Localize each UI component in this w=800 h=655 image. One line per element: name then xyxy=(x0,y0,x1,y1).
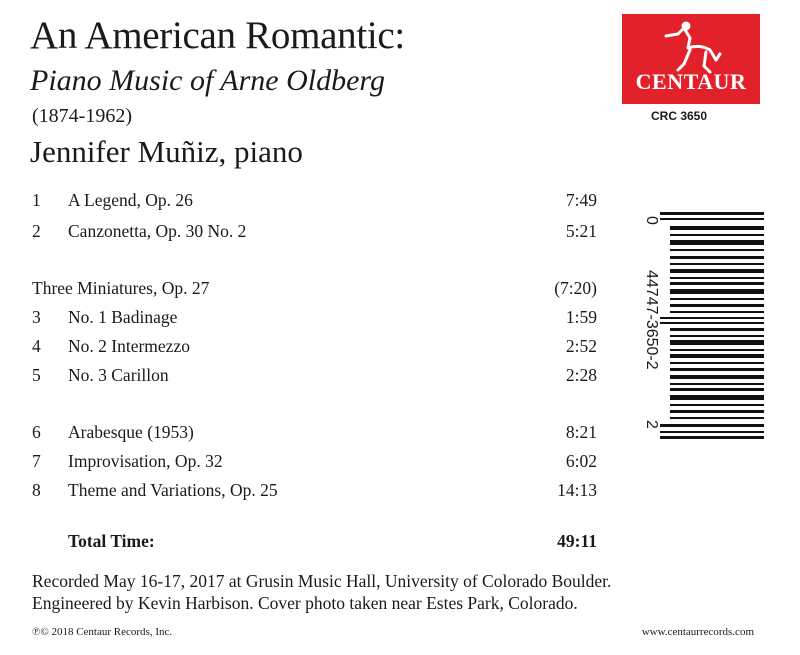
track-row xyxy=(0,477,800,503)
recording-notes xyxy=(32,570,611,614)
track-duration: 8:21 xyxy=(565,422,597,442)
track-title: Theme and Variations, Op. 25 xyxy=(68,480,278,500)
composer-dates: (1874-1962) xyxy=(32,105,132,127)
track-number: 5 xyxy=(32,365,41,385)
performer: Jennifer Muñiz, piano xyxy=(30,134,303,169)
barcode-digits-mid: 44747-3650-2 xyxy=(643,270,660,370)
track-title: Arabesque (1953) xyxy=(68,422,194,442)
track-number: 4 xyxy=(32,336,41,356)
barcode-digit-bottom: 2 xyxy=(643,420,660,429)
album-subtitle: Piano Music of Arne Oldberg xyxy=(30,64,385,97)
website-link[interactable]: www.centaurrecords.com xyxy=(641,626,754,638)
track-duration: 14:13 xyxy=(557,480,597,500)
track-title: No. 1 Badinage xyxy=(68,307,178,327)
centaur-horse-icon xyxy=(660,20,724,76)
total-time-value: 49:11 xyxy=(557,531,597,551)
track-number: 7 xyxy=(32,451,41,471)
track-duration: 6:02 xyxy=(565,451,597,471)
track-title: Canzonetta, Op. 30 No. 2 xyxy=(68,221,247,241)
recording-note-line: Engineered by Kevin Harbison. Cover photo taken near Estes Park, Colorado. xyxy=(32,593,578,613)
track-duration: 2:28 xyxy=(565,365,597,385)
track-group-title: Three Miniatures, Op. 27 xyxy=(32,278,210,298)
track-duration: 2:52 xyxy=(565,336,597,356)
album-title: An American Romantic: xyxy=(30,14,405,57)
track-row xyxy=(0,448,800,474)
track-row xyxy=(0,187,800,213)
track-title: No. 3 Carillon xyxy=(68,365,169,385)
logo-brand-name: CENTAUR xyxy=(635,69,747,94)
track-title: A Legend, Op. 26 xyxy=(68,190,193,210)
total-time-row xyxy=(0,528,800,554)
total-time-label: Total Time: xyxy=(68,531,155,551)
track-number: 2 xyxy=(32,221,41,241)
centaur-logo xyxy=(622,14,760,104)
track-duration: 1:59 xyxy=(565,307,597,327)
track-number: 8 xyxy=(32,480,41,500)
track-duration: 5:21 xyxy=(565,221,597,241)
track-number: 1 xyxy=(32,190,41,210)
catalog-number: CRC 3650 xyxy=(651,109,708,123)
barcode xyxy=(660,212,764,440)
track-number: 6 xyxy=(32,422,41,442)
track-title: Improvisation, Op. 32 xyxy=(68,451,223,471)
copyright: ℗© 2018 Centaur Records, Inc. xyxy=(32,626,173,638)
recording-note-line: Recorded May 16-17, 2017 at Grusin Music Hall, University of Colorado Boulder. xyxy=(32,571,612,591)
track-number: 3 xyxy=(32,307,41,327)
barcode-digit-top: 0 xyxy=(643,216,660,225)
track-duration: 7:49 xyxy=(565,190,597,210)
track-group-duration: (7:20) xyxy=(554,278,597,298)
track-title: No. 2 Intermezzo xyxy=(68,336,190,356)
